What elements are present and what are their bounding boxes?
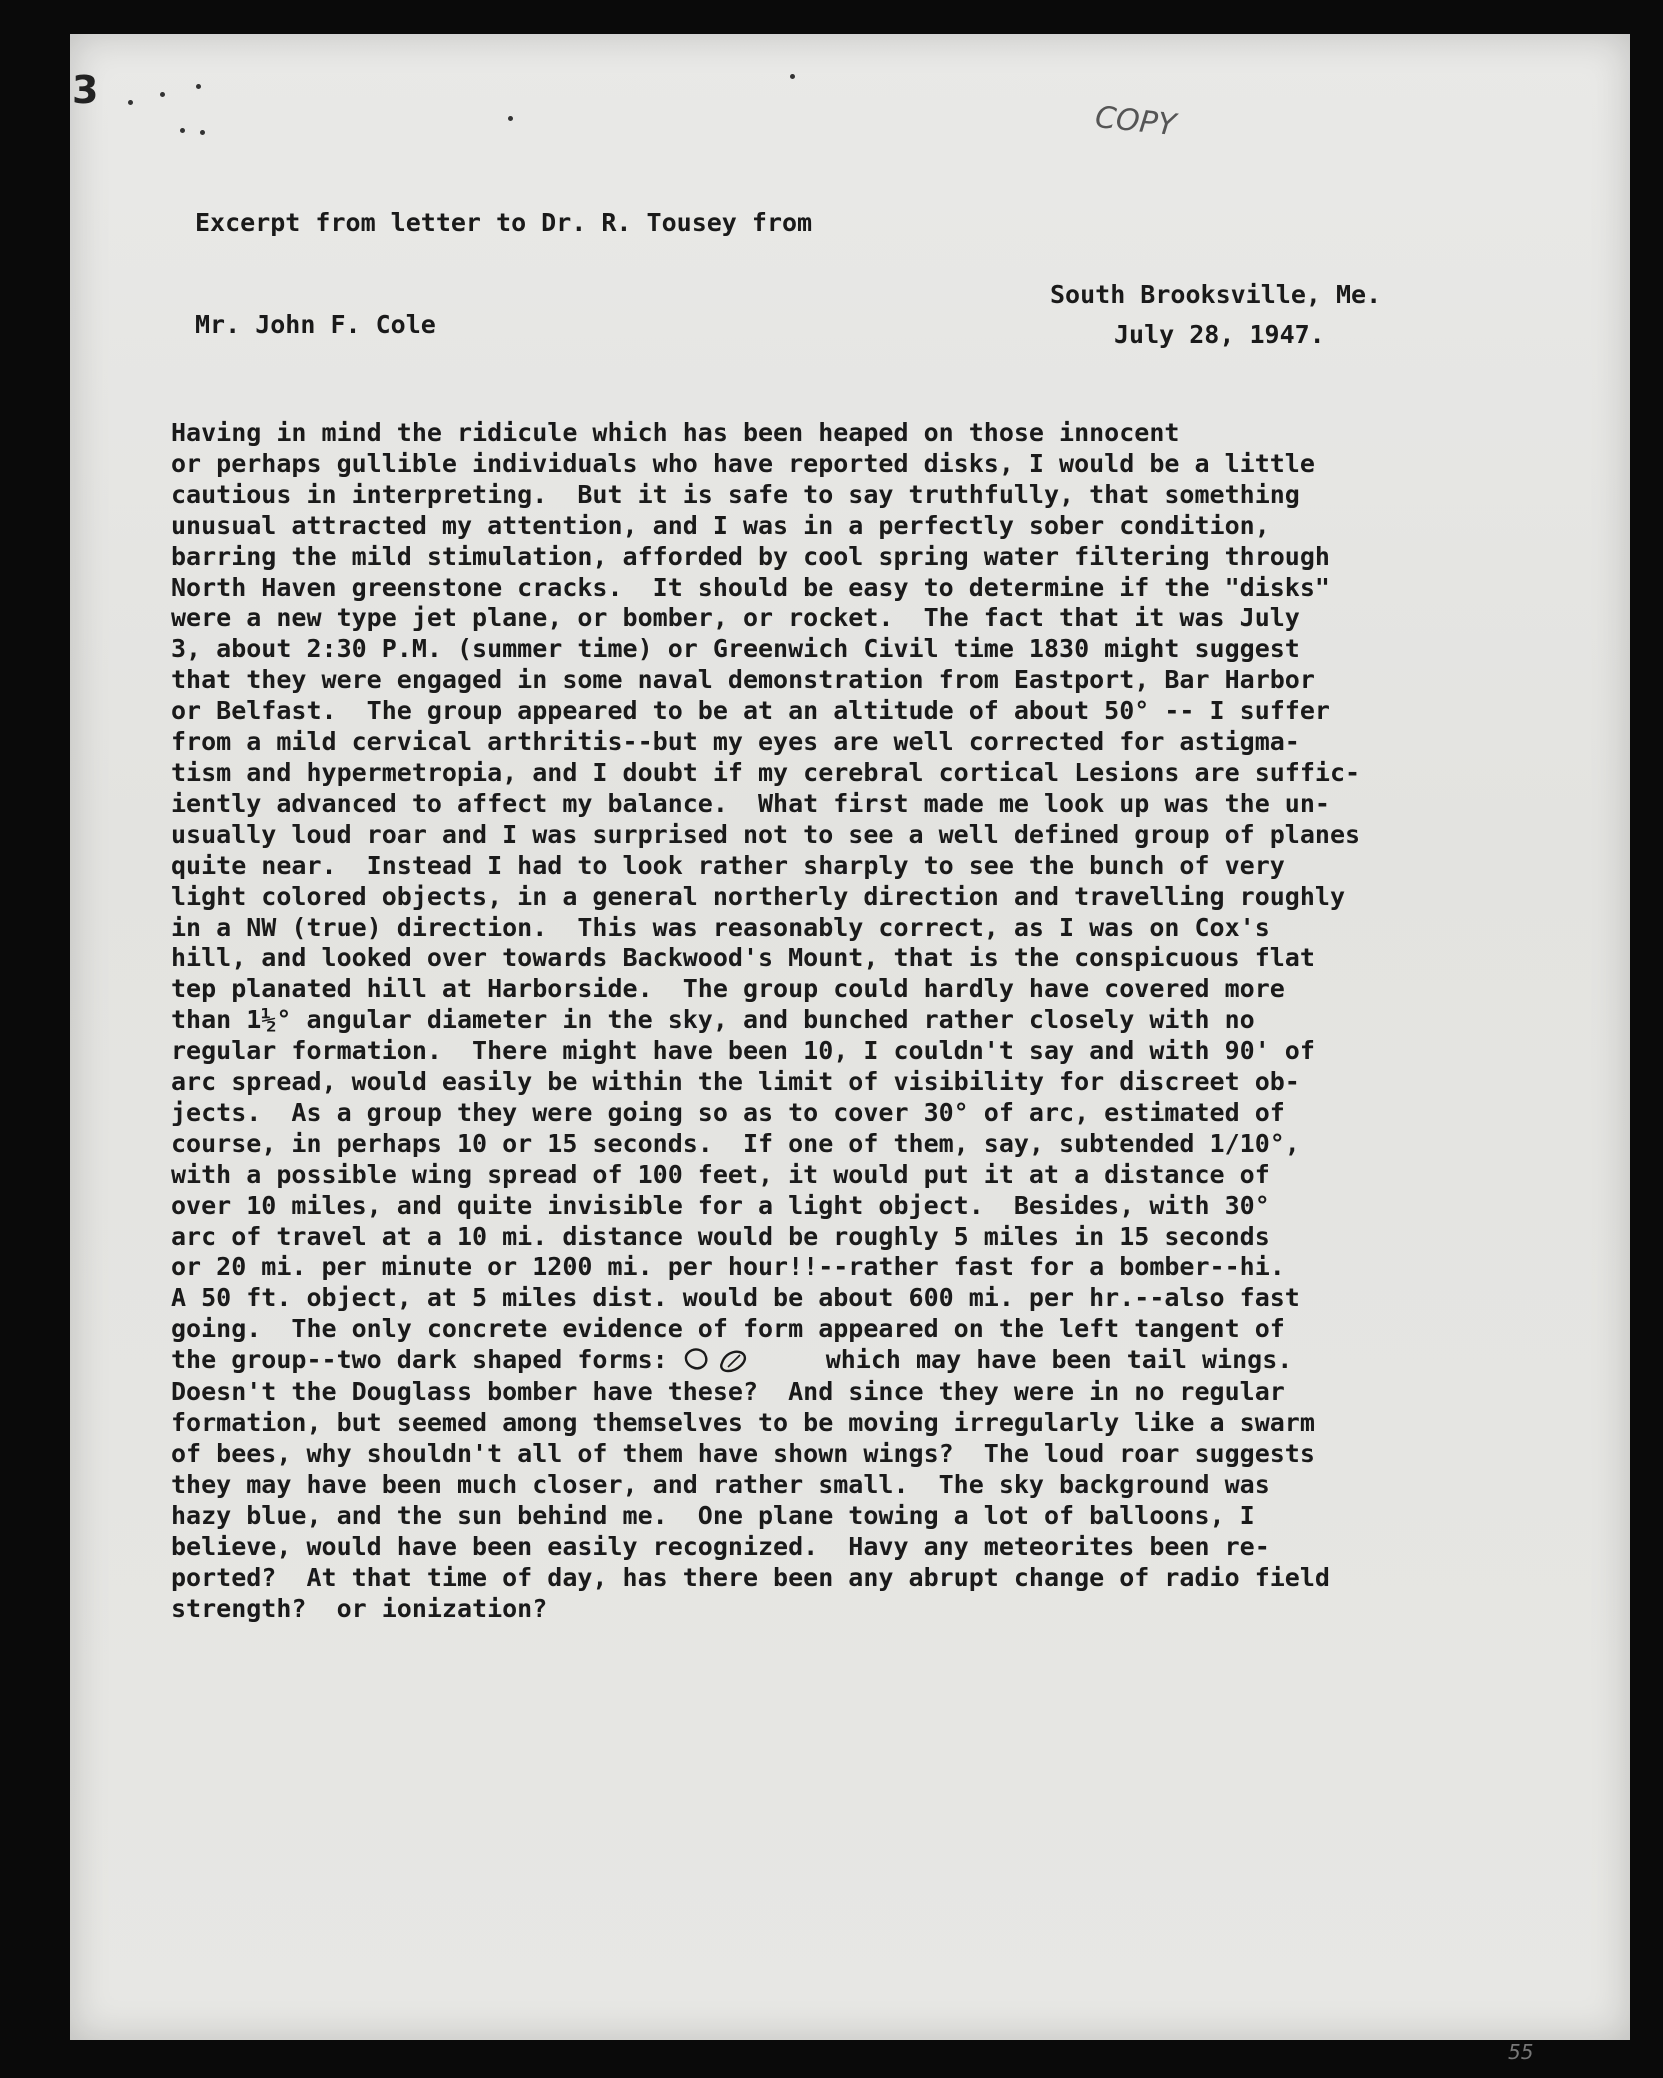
letter-header xyxy=(195,138,812,376)
body-line: North Haven greenstone cracks. It should be easy to determine if the "disks" xyxy=(171,572,1330,602)
sketch-line-before: the group--two dark shaped forms: xyxy=(171,1345,668,1375)
body-line: unusual attracted my attention, and I was in a perfectly sober condition, xyxy=(171,510,1270,540)
dateline xyxy=(1050,275,1381,355)
body-line: or Belfast. The group appeared to be at an altitude of about 50° -- I suffer xyxy=(171,696,1330,726)
body-line: quite near. Instead I had to look rather sharply to see the bunch of very xyxy=(171,850,1285,880)
dateline-place: South Brooksville, Me. xyxy=(1050,280,1382,309)
body-line: usually loud roar and I was surprised not to see a well defined group of planes xyxy=(171,819,1361,849)
body-line: jects. As a group they were going so as to cover 30° of arc, estimated of xyxy=(171,1097,1285,1127)
page-number: 55 xyxy=(1508,2040,1534,2064)
tail-wings-sketch-icon xyxy=(682,1345,752,1377)
letter-body xyxy=(171,418,1555,1624)
body-line: iently advanced to affect my balance. What first made me look up was the un- xyxy=(171,788,1330,818)
body-line: arc spread, would easily be within the limit of visibility for discreet ob- xyxy=(171,1067,1300,1097)
body-line: going. The only concrete evidence of form appeared on the left tangent of xyxy=(171,1314,1285,1344)
body-line: Having in mind the ridicule which has been heaped on those innocent xyxy=(171,418,1180,447)
body-line: they may have been much closer, and rather small. The sky background was xyxy=(171,1469,1270,1499)
body-line: over 10 miles, and quite invisible for a light object. Besides, with 30° xyxy=(171,1190,1270,1220)
body-line: were a new type jet plane, or bomber, or rocket. The fact that it was July xyxy=(171,603,1300,633)
body-line: strength? or ionization? xyxy=(171,1593,548,1623)
body-line: from a mild cervical arthritis--but my eyes are well corrected for astigma- xyxy=(171,727,1300,757)
sketch-line-after: which may have been tail wings. xyxy=(825,1345,1293,1375)
body-line: in a NW (true) direction. This was reasonably correct, as I was on Cox's xyxy=(171,912,1270,942)
margin-mark: 3 xyxy=(72,68,99,112)
body-line: arc of travel at a 10 mi. distance would be roughly 5 miles in 15 seconds xyxy=(171,1221,1270,1251)
body-line: formation, but seemed among themselves to be moving irregularly like a swarm xyxy=(171,1408,1315,1438)
body-line: or perhaps gullible individuals who have reported disks, I would be a little xyxy=(171,448,1315,478)
copy-stamp: COPY xyxy=(1093,99,1178,144)
header-line: Mr. John F. Cole xyxy=(195,310,436,339)
body-line: of bees, why shouldn't all of them have shown wings? The loud roar suggests xyxy=(171,1439,1315,1468)
body-line: cautious in interpreting. But it is safe to say truthfully, that something xyxy=(171,479,1300,509)
body-line: ported? At that time of day, has there been any abrupt change of radio field xyxy=(171,1562,1330,1592)
body-line: hill, and looked over towards Backwood's Mount, that is the conspicuous flat xyxy=(171,943,1315,973)
body-line: or 20 mi. per minute or 1200 mi. per hour!!--rather fast for a bomber--hi. xyxy=(171,1252,1285,1282)
body-line: with a possible wing spread of 100 feet, it would put it at a distance of xyxy=(171,1159,1270,1189)
dateline-date: July 28, 1947. xyxy=(1114,320,1325,349)
body-line: hazy blue, and the sun behind me. One plane towing a lot of balloons, I xyxy=(171,1500,1255,1530)
body-line: that they were engaged in some naval demonstration from Eastport, Bar Harbor xyxy=(171,665,1315,695)
body-line: tep planated hill at Harborside. The group could hardly have covered more xyxy=(171,974,1285,1004)
body-line: barring the mild stimulation, afforded by cool spring water filtering through xyxy=(171,541,1330,571)
body-line: Doesn't the Douglass bomber have these? And since they were in no regular xyxy=(171,1377,1285,1407)
body-line: believe, would have been easily recognized. Havy any meteorites been re- xyxy=(171,1531,1270,1561)
body-line: tism and hypermetropia, and I doubt if my cerebral cortical Lesions are suffic- xyxy=(171,757,1361,787)
body-line: than 1½° angular diameter in the sky, and bunched rather closely with no xyxy=(171,1005,1255,1035)
body-line: light colored objects, in a general northerly direction and travelling roughly xyxy=(171,881,1345,911)
body-line: course, in perhaps 10 or 15 seconds. If one of them, say, subtended 1/10°, xyxy=(171,1128,1300,1158)
body-line: regular formation. There might have been 10, I couldn't say and with 90' of xyxy=(171,1036,1315,1066)
body-line: 3, about 2:30 P.M. (summer time) or Greenwich Civil time 1830 might suggest xyxy=(171,634,1300,664)
header-line: Excerpt from letter to Dr. R. Tousey from xyxy=(195,208,813,237)
body-line: A 50 ft. object, at 5 miles dist. would be about 600 mi. per hr.--also fast xyxy=(171,1283,1300,1313)
sketch-line xyxy=(171,1345,1555,1377)
